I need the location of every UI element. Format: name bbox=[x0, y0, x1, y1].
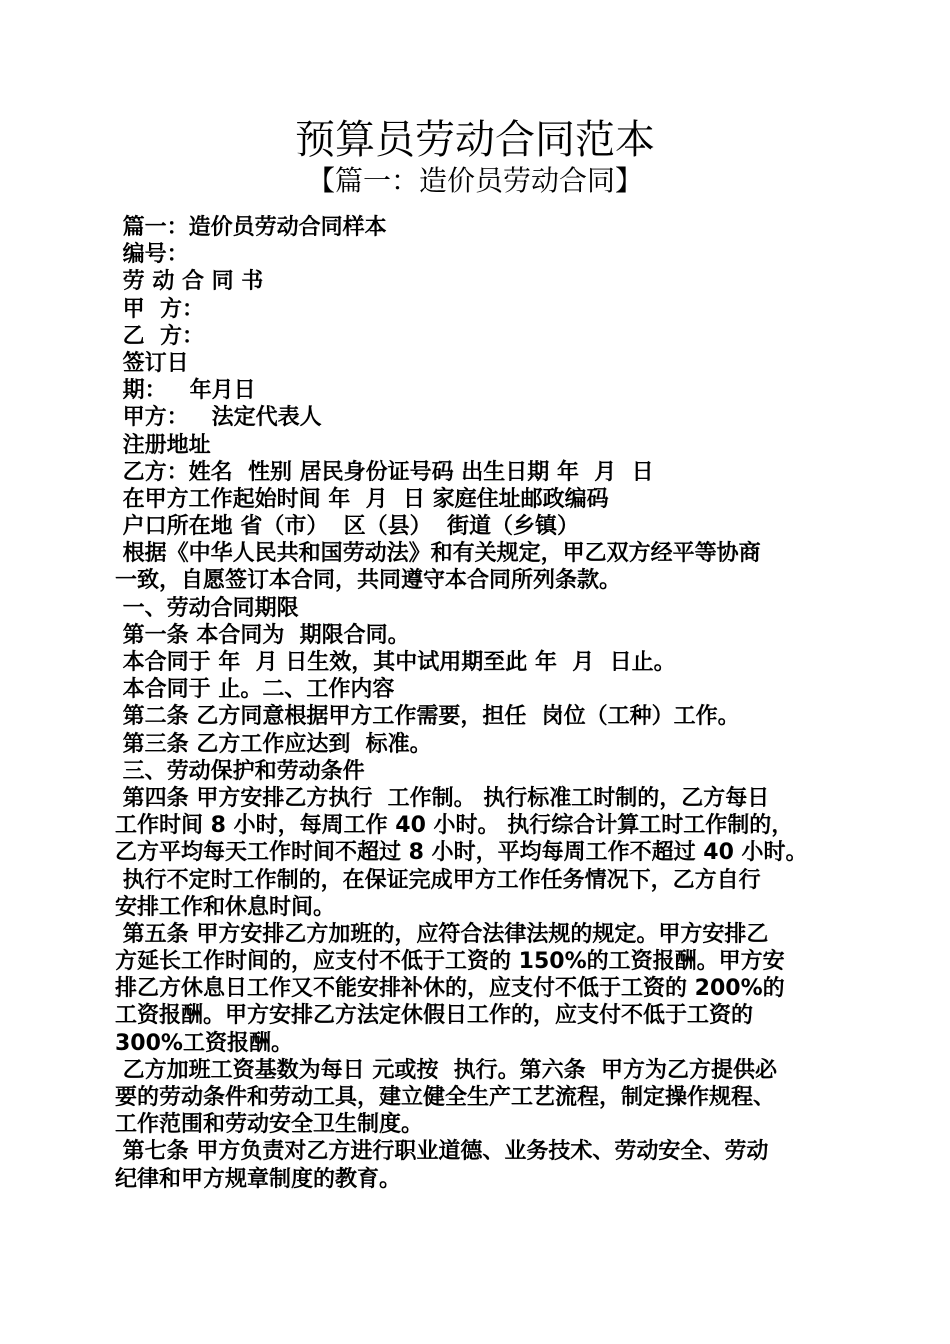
text-line: 工作范围和劳动安全卫生制度。 bbox=[115, 1112, 424, 1138]
text-line: 300%工资报酬。 bbox=[115, 1030, 293, 1056]
text-line: 甲 方： bbox=[115, 296, 204, 322]
document-subtitle: 【篇一：造价员劳动合同】 bbox=[306, 164, 643, 197]
text-line: 乙 方： bbox=[115, 323, 204, 349]
text-line: 根据《中华人民共和国劳动法》和有关规定，甲乙双方经平等协商 bbox=[115, 541, 761, 567]
text-line: 乙方：姓名 性别 居民身份证号码 出生日期 年 月 日 bbox=[115, 459, 654, 485]
text-line: 工作时间 8 小时，每周工作 40 小时。 执行综合计算工时工作制的， bbox=[115, 813, 794, 839]
text-line: 户口所在地 省（市） 区（县） 街道（乡镇） bbox=[115, 514, 579, 540]
text-line: 本合同于 年 月 日生效，其中试用期至此 年 月 日止。 bbox=[115, 650, 676, 675]
text-line: 安排工作和休息时间。 bbox=[115, 894, 336, 920]
text-line: 篇一：造价员劳动合同样本 bbox=[115, 215, 387, 240]
text-line: 签订日 bbox=[115, 350, 189, 376]
text-line: 第四条 甲方安排乙方执行 工作制。 执行标准工时制的，乙方每日 bbox=[115, 785, 770, 811]
text-line: 一、劳动合同期限 bbox=[115, 595, 299, 621]
text-line: 排乙方休息日工作又不能安排补休的，应支付不低于工资的 200%的 bbox=[115, 976, 785, 1002]
text-line: 一致，自愿签订本合同，共同遵守本合同所列条款。 bbox=[115, 568, 622, 594]
text-line: 注册地址 bbox=[115, 432, 211, 458]
text-line: 要的劳动条件和劳动工具，建立健全生产工艺流程，制定操作规程、 bbox=[115, 1085, 776, 1110]
text-line: 编号： bbox=[115, 242, 189, 268]
text-line: 第二条 乙方同意根据甲方工作需要，担任 岗位（工种）工作。 bbox=[115, 704, 740, 730]
text-line: 纪律和甲方规章制度的教育。 bbox=[115, 1166, 402, 1192]
text-line: 工资报酬。甲方安排乙方法定休假日工作的，应支付不低于工资的 bbox=[115, 1003, 754, 1029]
text-line: 甲方： 法定代表人 bbox=[115, 405, 322, 431]
text-line: 期： 年月日 bbox=[115, 378, 256, 404]
text-line: 劳 动 合 同 书 bbox=[115, 269, 264, 295]
text-line: 本合同于 止。二、工作内容 bbox=[115, 677, 395, 703]
text-line: 在甲方工作起始时间 年 月 日 家庭住址邮政编码 bbox=[115, 486, 609, 512]
text-line: 第一条 本合同为 期限合同。 bbox=[115, 622, 410, 648]
text-line: 乙方加班工资基数为每日 元或按 执行。第六条 甲方为乙方提供必 bbox=[115, 1057, 777, 1083]
document-body bbox=[115, 214, 840, 1193]
text-line: 乙方平均每天工作时间不超过 8 小时，平均每周工作不超过 40 小时。 bbox=[115, 840, 808, 866]
text-line: 方延长工作时间的，应支付不低于工资的 150%的工资报酬。甲方安 bbox=[115, 949, 785, 975]
text-line: 三、劳动保护和劳动条件 bbox=[115, 758, 365, 784]
text-line: 第三条 乙方工作应达到 标准。 bbox=[115, 731, 432, 757]
text-line: 执行不定时工作制的，在保证完成甲方工作任务情况下，乙方自行 bbox=[115, 867, 761, 893]
text-line: 第五条 甲方安排乙方加班的，应符合法律法规的规定。甲方安排乙 bbox=[115, 921, 769, 947]
text-line: 第七条 甲方负责对乙方进行职业道德、业务技术、劳动安全、劳动 bbox=[115, 1139, 769, 1165]
document-title: 预算员劳动合同范本 bbox=[295, 117, 655, 163]
